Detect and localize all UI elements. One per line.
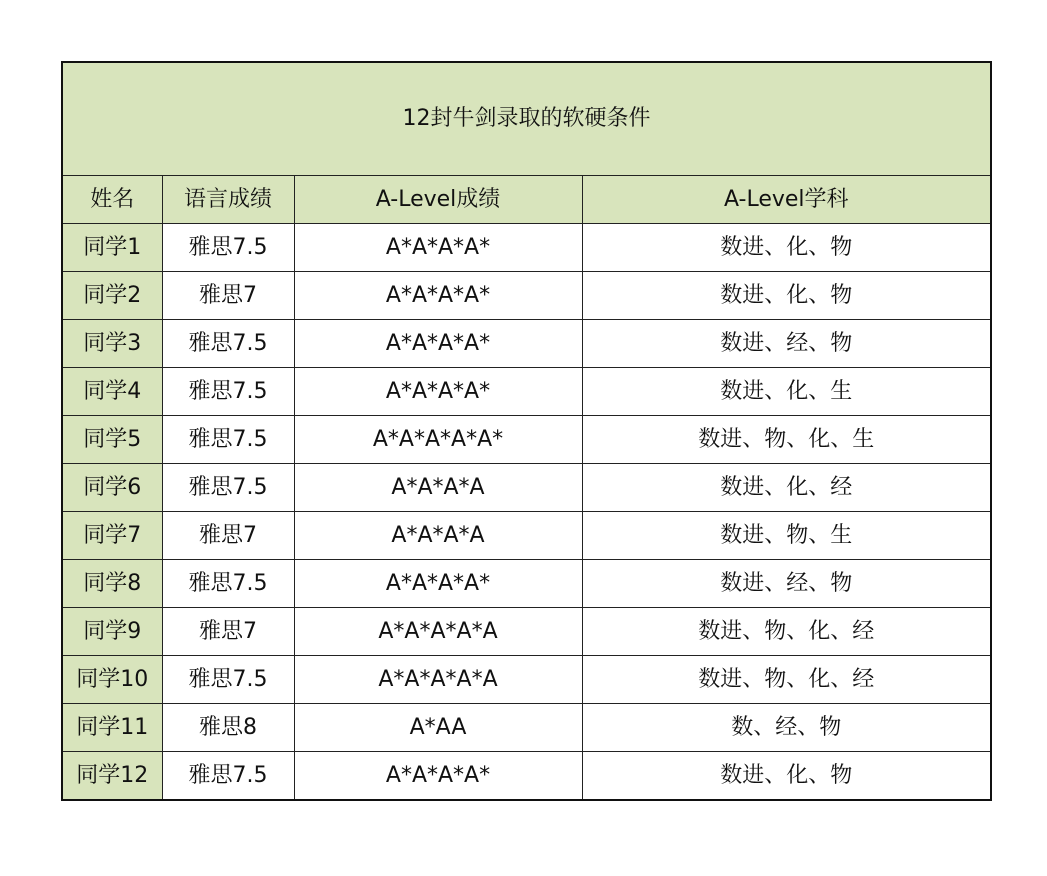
alevel-subjects-cell: 数进、经、物 (582, 320, 991, 368)
language-score-cell: 雅思7.5 (162, 656, 294, 704)
alevel-subjects-cell: 数进、化、生 (582, 368, 991, 416)
alevel-subjects-cell: 数进、物、化、经 (582, 656, 991, 704)
table-row (62, 704, 991, 752)
table-row (62, 272, 991, 320)
table-row (62, 656, 991, 704)
student-name-cell: 同学10 (62, 656, 162, 704)
alevel-score-cell: A*A*A*A* (294, 272, 582, 320)
table-row (62, 224, 991, 272)
table-row (62, 512, 991, 560)
alevel-score-cell: A*A*A*A (294, 512, 582, 560)
alevel-subjects-cell: 数进、化、经 (582, 464, 991, 512)
language-score-cell: 雅思7 (162, 272, 294, 320)
table-row (62, 464, 991, 512)
alevel-score-cell: A*A*A*A* (294, 320, 582, 368)
language-score-cell: 雅思7 (162, 608, 294, 656)
student-name-cell: 同学12 (62, 752, 162, 801)
language-score-cell: 雅思7.5 (162, 560, 294, 608)
admission-table (61, 61, 992, 801)
alevel-score-cell: A*A*A*A*A* (294, 416, 582, 464)
header-row (62, 176, 991, 224)
table-row (62, 416, 991, 464)
language-score-cell: 雅思7.5 (162, 752, 294, 801)
alevel-subjects-cell: 数进、化、物 (582, 752, 991, 801)
language-score-cell: 雅思7.5 (162, 416, 294, 464)
language-score-cell: 雅思8 (162, 704, 294, 752)
alevel-score-cell: A*A*A*A* (294, 560, 582, 608)
language-score-cell: 雅思7.5 (162, 320, 294, 368)
alevel-subjects-cell: 数进、物、化、生 (582, 416, 991, 464)
student-name-cell: 同学3 (62, 320, 162, 368)
student-name-cell: 同学2 (62, 272, 162, 320)
header-name: 姓名 (62, 176, 162, 224)
header-alevel-score: A-Level成绩 (294, 176, 582, 224)
alevel-score-cell: A*AA (294, 704, 582, 752)
alevel-subjects-cell: 数进、经、物 (582, 560, 991, 608)
header-alevel-subjects: A-Level学科 (582, 176, 991, 224)
table-row (62, 752, 991, 801)
student-name-cell: 同学5 (62, 416, 162, 464)
student-name-cell: 同学9 (62, 608, 162, 656)
student-name-cell: 同学1 (62, 224, 162, 272)
table-row (62, 368, 991, 416)
language-score-cell: 雅思7 (162, 512, 294, 560)
table-body (62, 224, 991, 801)
student-name-cell: 同学6 (62, 464, 162, 512)
alevel-subjects-cell: 数进、化、物 (582, 224, 991, 272)
table-row (62, 608, 991, 656)
alevel-score-cell: A*A*A*A*A (294, 656, 582, 704)
language-score-cell: 雅思7.5 (162, 224, 294, 272)
student-name-cell: 同学4 (62, 368, 162, 416)
language-score-cell: 雅思7.5 (162, 464, 294, 512)
alevel-score-cell: A*A*A*A*A (294, 608, 582, 656)
title-row (62, 62, 991, 176)
alevel-subjects-cell: 数进、物、生 (582, 512, 991, 560)
alevel-score-cell: A*A*A*A* (294, 368, 582, 416)
table-row (62, 320, 991, 368)
language-score-cell: 雅思7.5 (162, 368, 294, 416)
alevel-subjects-cell: 数、经、物 (582, 704, 991, 752)
alevel-subjects-cell: 数进、物、化、经 (582, 608, 991, 656)
alevel-score-cell: A*A*A*A* (294, 224, 582, 272)
alevel-score-cell: A*A*A*A (294, 464, 582, 512)
student-name-cell: 同学8 (62, 560, 162, 608)
table-row (62, 560, 991, 608)
student-name-cell: 同学7 (62, 512, 162, 560)
table-title: 12封牛剑录取的软硬条件 (62, 62, 991, 176)
student-name-cell: 同学11 (62, 704, 162, 752)
alevel-subjects-cell: 数进、化、物 (582, 272, 991, 320)
header-language-score: 语言成绩 (162, 176, 294, 224)
alevel-score-cell: A*A*A*A* (294, 752, 582, 801)
